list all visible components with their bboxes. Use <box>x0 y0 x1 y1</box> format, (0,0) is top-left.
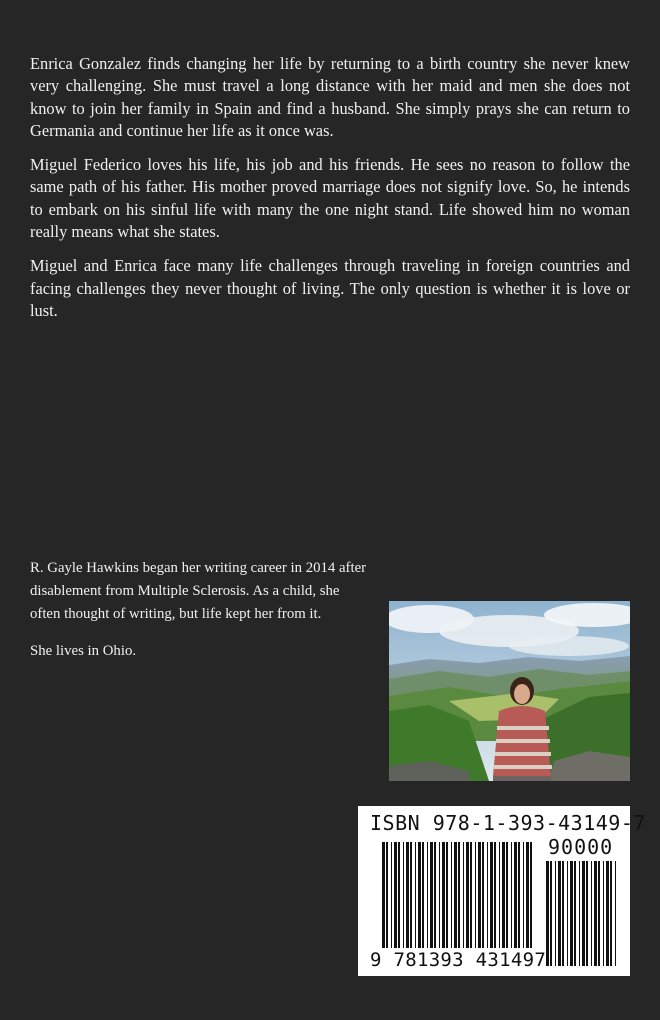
blurb-paragraph: Miguel and Enrica face many life challenges through traveling in foreign countries and facing challenges they never thought of living. The only question is whether it is love or lust. <box>30 256 630 320</box>
barcode-bar <box>518 842 520 948</box>
barcode-bar <box>422 842 424 948</box>
author-bio-paragraph: She lives in Ohio. <box>30 643 137 659</box>
barcode-bar <box>415 842 416 948</box>
barcode-bar <box>386 842 388 948</box>
barcode-bar <box>570 861 573 966</box>
barcode-bar <box>391 842 392 948</box>
barcode-bar <box>494 842 496 948</box>
barcode-bar <box>606 861 609 966</box>
barcode-bar <box>558 861 561 966</box>
barcode-bar <box>470 842 472 948</box>
barcode-bar <box>530 842 532 948</box>
barcode-bar <box>442 842 445 948</box>
barcode-bar <box>418 842 421 948</box>
barcode-bar <box>463 842 464 948</box>
barcode-bar <box>403 842 404 948</box>
barcode-bar <box>490 842 493 948</box>
barcode-bar <box>506 842 508 948</box>
price-code: 90000 <box>548 835 614 859</box>
barcode-bar <box>555 861 556 966</box>
barcode-bar <box>523 842 524 948</box>
back-cover-blurb <box>30 53 630 334</box>
barcode-bar <box>406 842 409 948</box>
blurb-paragraph: Enrica Gonzalez finds changing her life by returning to a birth country she never knew very challenging. She must travel a long distance with her maid and men she does not know to join her family in Spain and find a husband. She simply prays she can return to Germania and continue her life as it once was. <box>30 54 630 140</box>
barcode-bar <box>398 842 400 948</box>
barcode-bar <box>594 861 597 966</box>
barcode-bar <box>598 861 600 966</box>
barcode-bar <box>574 861 576 966</box>
barcode-bar <box>439 842 440 948</box>
barcode-bar <box>579 861 580 966</box>
barcode-bar <box>454 842 457 948</box>
barcode-bar <box>591 861 592 966</box>
ean-digits: 9 781393 431497 <box>370 949 547 971</box>
barcode-bar <box>478 842 481 948</box>
barcode-bar <box>451 842 452 948</box>
barcode-bar <box>511 842 512 948</box>
barcode-bar <box>410 842 412 948</box>
author-bio-paragraph: R. Gayle Hawkins began her writing career in 2014 after disablement from Multiple Sclerosis. As a child, she often thought of writing, but life kept her from it. <box>30 560 367 622</box>
barcode-bar <box>487 842 488 948</box>
barcode-bar <box>567 861 568 966</box>
barcode-bar <box>475 842 476 948</box>
barcode-bar <box>434 842 436 948</box>
barcode-bar <box>514 842 517 948</box>
author-photo <box>389 601 630 781</box>
barcode-bar <box>427 842 428 948</box>
barcode-bar <box>562 861 564 966</box>
barcode-bar <box>582 861 585 966</box>
barcode-bar <box>550 861 552 966</box>
barcode-bar <box>458 842 460 948</box>
barcode-bar <box>603 861 604 966</box>
isbn-number: ISBN 978-1-393-43149-7 <box>370 811 646 835</box>
barcode-bar <box>502 842 505 948</box>
barcode-bar <box>466 842 469 948</box>
author-bio <box>30 557 368 677</box>
barcode-bar <box>499 842 500 948</box>
barcode-bar <box>482 842 484 948</box>
barcode-bar <box>546 861 549 966</box>
barcode-bar <box>615 861 616 966</box>
barcode-bar <box>430 842 433 948</box>
barcode-bar <box>586 861 588 966</box>
barcode-bar <box>446 842 448 948</box>
barcode-bar <box>610 861 612 966</box>
barcode-bar <box>526 842 529 948</box>
barcode-bar <box>382 842 385 948</box>
isbn-barcode <box>358 806 646 976</box>
barcode-bar <box>394 842 397 948</box>
blurb-paragraph: Miguel Federico loves his life, his job and his friends. He sees no reason to follow the same path of his father. His mother proved marriage does not signify love. So, he intends to embark on his sinful life with many the one night stand. Life showed him no woman really means what she states. <box>30 155 630 242</box>
